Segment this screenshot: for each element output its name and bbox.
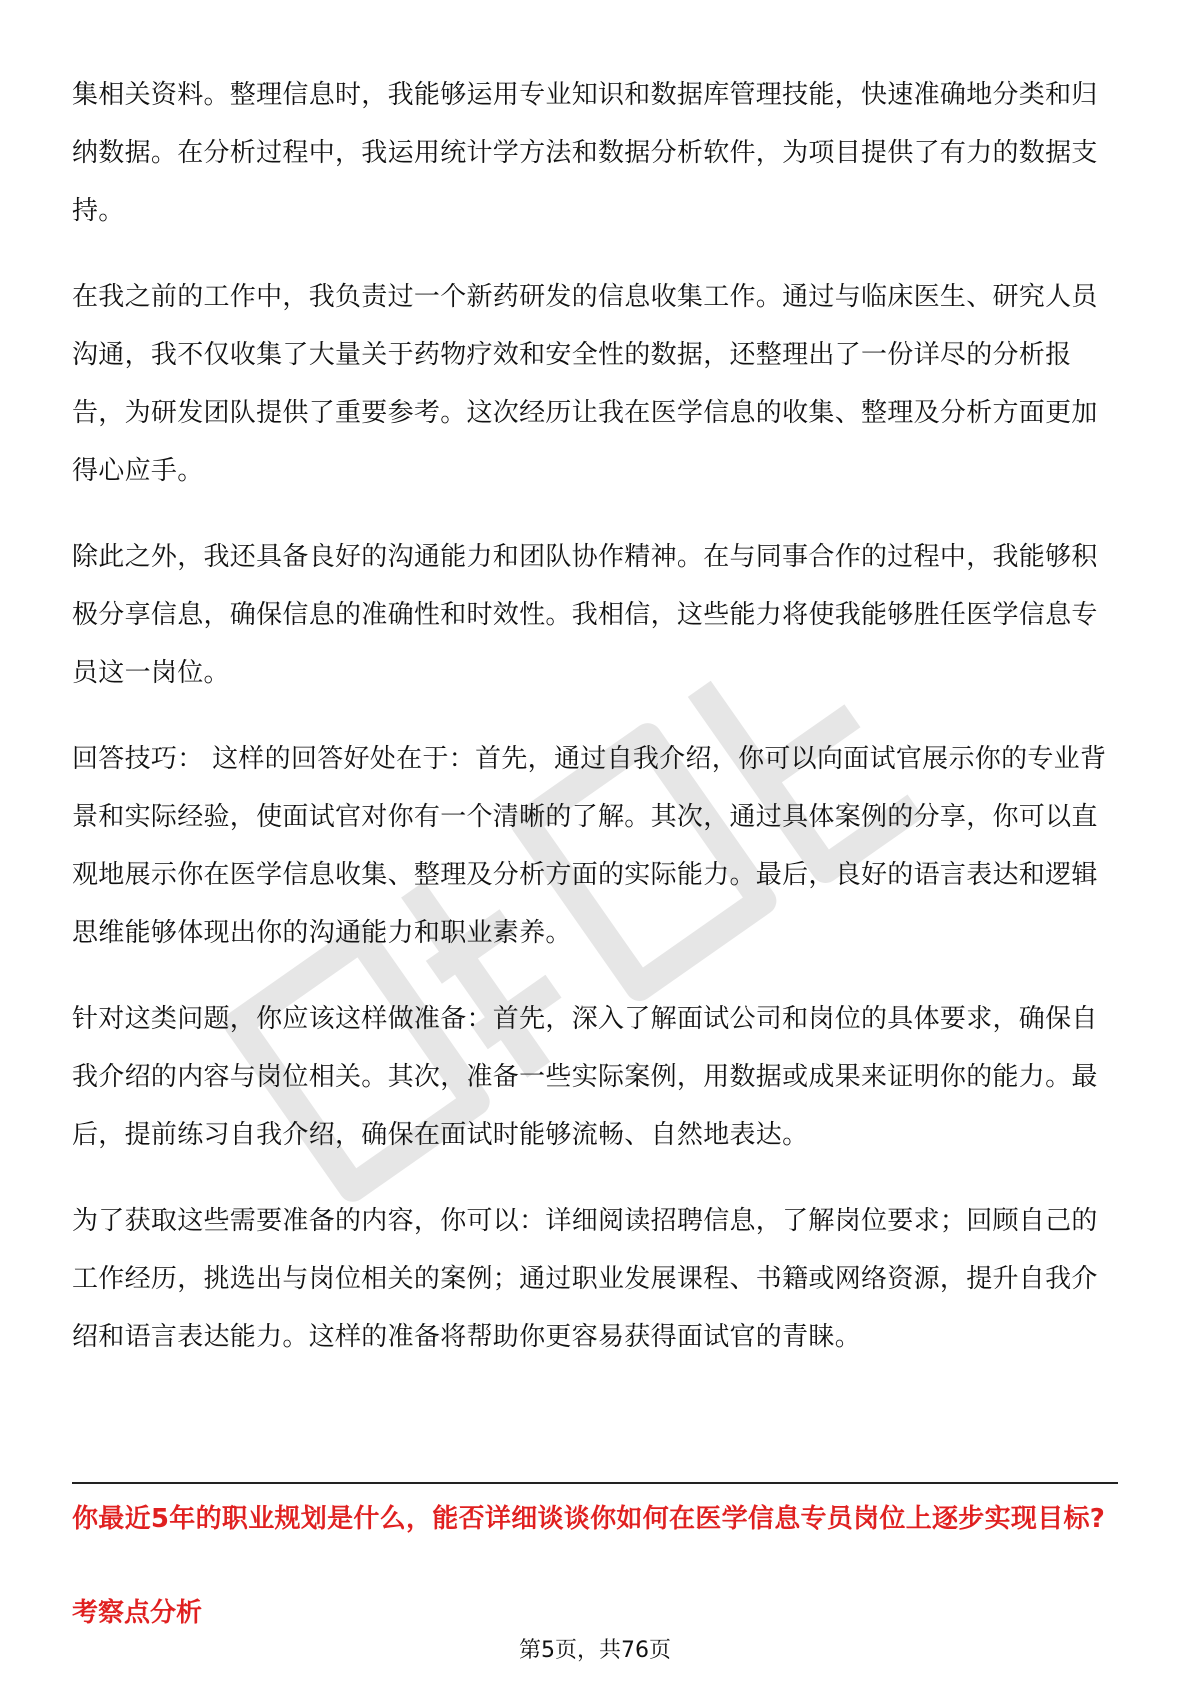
paragraph: 针对这类问题，你应该这样做准备：首先，深入了解面试公司和岗位的具体要求，确保自我介绍的内容与岗位相关。其次，准备一些实际案例，用数据或成果来证明你的能力。最后，提前练习自我介绍，确保在面试时能够流畅、自然地表达。 — [72, 1004, 1098, 1150]
paragraph: 回答技巧： 这样的回答好处在于：首先，通过自我介绍，你可以向面试官展示你的专业背景和实际经验，使面试官对你有一个清晰的了解。其次，通过具体案例的分享，你可以直观地展示你在医学信息收集、整理及分析方面的实际能力。最后，良好的语言表达和逻辑思维能够体现出你的沟通能力和职业素养。 — [72, 744, 1107, 948]
page-number-footer: 第5页，共76页 — [519, 1638, 671, 1663]
question-heading: 你最近5年的职业规划是什么，能否详细谈谈你如何在医学信息专员岗位上逐步实现目标? — [72, 1504, 1106, 1534]
paragraph: 为了获取这些需要准备的内容，你可以：详细阅读招聘信息，了解岗位要求；回顾自己的工作经历，挑选出与岗位相关的案例；通过职业发展课程、书籍或网络资源，提升自我介绍和语言表达能力。这样的准备将帮助你更容易获得面试官的青睐。 — [72, 1206, 1098, 1352]
paragraph: 除此之外，我还具备良好的沟通能力和团队协作精神。在与同事合作的过程中，我能够积极分享信息，确保信息的准确性和时效性。我相信，这些能力将使我能够胜任医学信息专员这一岗位。 — [72, 542, 1098, 688]
paragraph: 在我之前的工作中，我负责过一个新药研发的信息收集工作。通过与临床医生、研究人员沟通，我不仅收集了大量关于药物疗效和安全性的数据，还整理出了一份详尽的分析报告，为研发团队提供了重要参考。这次经历让我在医学信息的收集、整理及分析方面更加得心应手。 — [72, 282, 1098, 486]
section-divider — [72, 1482, 1118, 1484]
analysis-heading: 考察点分析 — [72, 1598, 203, 1628]
paragraph: 集相关资料。整理信息时，我能够运用专业知识和数据库管理技能，快速准确地分类和归纳数据。在分析过程中，我运用统计学方法和数据分析软件，为项目提供了有力的数据支持。 — [72, 80, 1098, 226]
body-content — [72, 66, 1120, 1394]
